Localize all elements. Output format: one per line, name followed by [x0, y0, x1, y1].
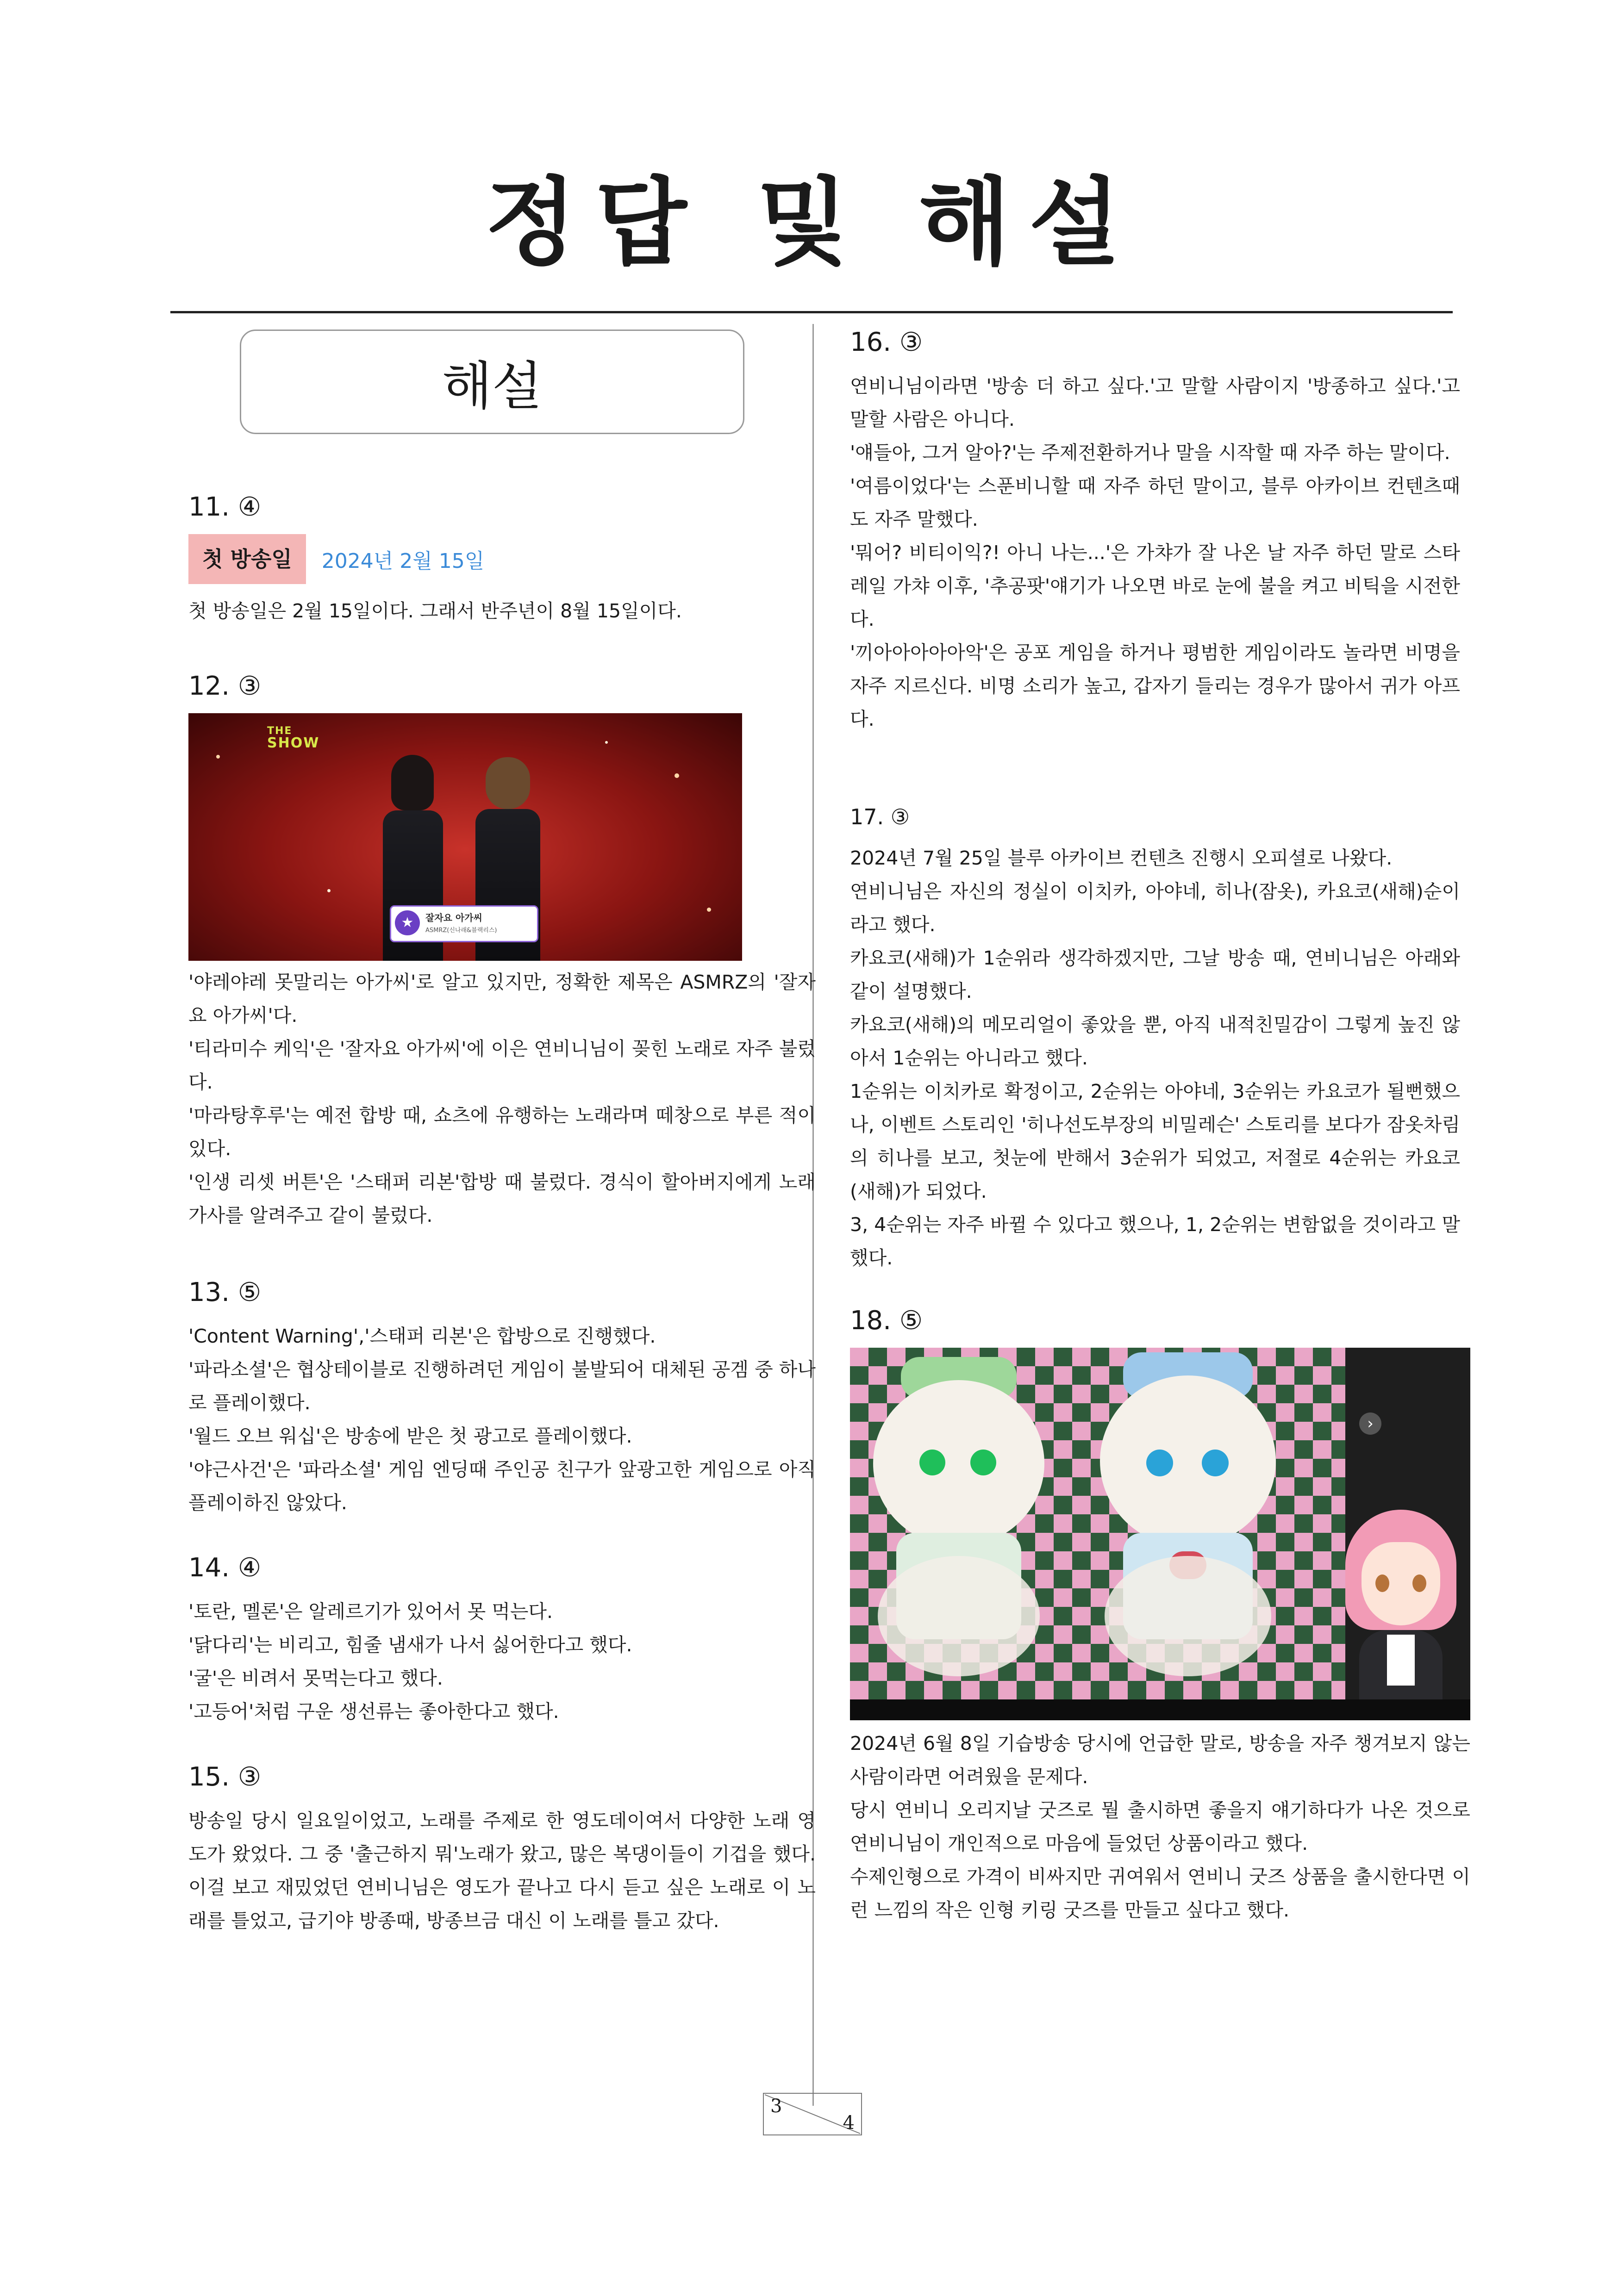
- question-number: 17. ③: [850, 804, 910, 829]
- answer-line: '고등어'처럼 구운 생선류는 좋아한다고 했다.: [188, 1700, 559, 1723]
- answer-line: '야레야레 못말리는 아가씨'로 알고 있지만, 정확한 제목은 ASMRZ의 '잘자요 아가씨'다.: [188, 971, 816, 1027]
- answer-line: 카요코(새해)가 1순위라 생각하겠지만, 그날 방송 때, 연비니님은 아래와 같이 설명했다.: [850, 947, 1460, 1002]
- answer-line: '뭐어? 비티이익?! 아니 나는...'은 가챠가 잘 나온 날 자주 하던 말로 스타레일 가챠 이후, '추공팟'얘기가 나오면 바로 눈에 불을 켜고 비틱을 시전한다.: [850, 541, 1460, 630]
- plush-doll-left: [868, 1357, 1049, 1699]
- question-11: [188, 494, 816, 628]
- answer-line: 3, 4순위는 자주 바뀔 수 있다고 했으나, 1, 2순위는 변함없을 것이라고 말했다.: [850, 1213, 1460, 1269]
- question-12: [188, 673, 816, 1232]
- answer-line: '야근사건'은 '파라소셜' 게임 엔딩때 주인공 친구가 앞광고한 게임으로 아직 플레이하진 않았다.: [188, 1458, 816, 1514]
- song-caption: [390, 905, 538, 942]
- plush-photo: [850, 1348, 1470, 1720]
- show-logo-top: THE: [267, 725, 293, 737]
- answer-line: '토란, 멜론'은 알레르기가 있어서 못 먹는다.: [188, 1600, 553, 1623]
- question-number: 14. ④: [188, 1553, 262, 1583]
- caption-subtitle: ASMRZ(신나래&블랙리스): [425, 927, 497, 934]
- answer-line: '인생 리셋 버튼'은 '스태퍼 리본'합방 때 불렀다. 경식이 할아버지에게 노래 가사를 알려주고 같이 불렀다.: [188, 1171, 816, 1226]
- answer-line: '얘들아, 그거 알아?'는 주제전환하거나 말을 시작할 때 자주 하는 말이다.: [850, 442, 1450, 464]
- question-16: [850, 327, 1460, 736]
- answer-line: 당시 연비니 오리지날 굿즈로 뭘 출시하면 좋을지 얘기하다가 나온 것으로 연비니님이 개인적으로 마음에 들었던 상품이라고 했다.: [850, 1799, 1470, 1854]
- answer-line: 연비니님이라면 '방송 더 하고 싶다.'고 말할 사람이지 '방종하고 싶다.'고 말할 사람은 아니다.: [850, 375, 1460, 430]
- question-number: 11. ④: [188, 492, 262, 522]
- stage-photo: [188, 713, 742, 961]
- answer-line: 'Content Warning','스태퍼 리본'은 합방으로 진행했다.: [188, 1325, 656, 1347]
- question-number: 18. ⑤: [850, 1306, 923, 1336]
- question-14: [188, 1555, 816, 1728]
- answer-line: 연비니님은 자신의 정실이 이치카, 아야네, 히나(잠옷), 카요코(새해)순이라고 했다.: [850, 880, 1460, 936]
- answer-line: 수제인형으로 가격이 비싸지만 귀여워서 연비니 굿즈 상품을 출시한다면 이런 느낌의 작은 인형 키링 굿즈를 만들고 싶다고 했다.: [850, 1866, 1470, 1921]
- question-18: [850, 1308, 1470, 1927]
- answer-line: '여름이었다'는 스푼비니할 때 자주 하던 말이고, 블루 아카이브 컨텐츠때도 자주 말했다.: [850, 475, 1460, 530]
- star-icon: ★: [395, 910, 420, 935]
- page-indicator: [763, 2093, 862, 2135]
- answer-line: '티라미수 케익'은 '잘자요 아가씨'에 이은 연비니님이 꽂힌 노래로 자주 불렀다.: [188, 1038, 816, 1093]
- answer-line: 첫 방송일은 2월 15일이다. 그래서 반주년이 8월 15일이다.: [188, 600, 682, 622]
- plush-doll-right: [1095, 1352, 1280, 1699]
- answer-line: 2024년 6월 8일 기습방송 당시에 언급한 말로, 방송을 자주 챙겨보지 않는 사람이라면 어려웠을 문제다.: [850, 1732, 1470, 1788]
- tag-label: 첫 방송일: [188, 534, 306, 584]
- title-divider: [170, 311, 1453, 313]
- answer-line: '굴'은 비려서 못먹는다고 했다.: [188, 1667, 443, 1689]
- answer-line: 방송일 당시 일요일이었고, 노래를 주제로 한 영도데이여서 다양한 노래 영도가 왔었다. 그 중 '출근하지 뭐'노래가 왔고, 많은 복댕이들이 기겁을 했다. 이걸 보고 재밌었던 연비니님은 영도가 끝나고 다시 듣고 싶은 노래로 이 노래를 틀었고, 급기야 방종때, 방종브금 대신 이 노래를 틀고 갔다.: [188, 1810, 816, 1932]
- section-badge: 해설: [240, 330, 744, 434]
- answer-line: '닭다리'는 비리고, 힘줄 냄새가 나서 싫어한다고 했다.: [188, 1634, 632, 1656]
- total-pages: 4: [843, 2112, 855, 2134]
- answer-line: 카요코(새해)의 메모리얼이 좋았을 뿐, 아직 내적친밀감이 그렇게 높진 않아서 1순위는 아니라고 했다.: [850, 1014, 1460, 1069]
- tag-value: 2024년 2월 15일: [321, 549, 485, 573]
- answer-line: 1순위는 이치카로 확정이고, 2순위는 아야네, 3순위는 카요코가 될뻔했으나, 이벤트 스토리인 '히나선도부장의 비밀레슨' 스토리를 보다가 잠옷차림의 히나를 보고, 첫눈에 반해서 3순위가 되었고, 저절로 4순위는 카요코(새해)가 되었다.: [850, 1080, 1460, 1202]
- vtuber-avatar: [1341, 1510, 1461, 1699]
- answer-line: 2024년 7월 25일 블루 아카이브 컨텐츠 진행시 오피셜로 나왔다.: [850, 847, 1393, 869]
- question-number: 16. ③: [850, 327, 923, 357]
- answer-line: '월드 오브 워십'은 방송에 받은 첫 광고로 플레이했다.: [188, 1425, 632, 1447]
- answer-line: '마라탕후루'는 예전 합방 때, 쇼츠에 유행하는 노래라며 떼창으로 부른 적이 있다.: [188, 1104, 816, 1160]
- page-title: 정답 및 해설: [485, 168, 1139, 278]
- show-logo-bottom: SHOW: [267, 735, 320, 751]
- question-15: [188, 1764, 816, 1937]
- caption-title: 잘자요 아가씨: [425, 912, 482, 923]
- answer-line: '끼아아아아아악'은 공포 게임을 하거나 평범한 게임이라도 놀라면 비명을 자주 지르신다. 비명 소리가 높고, 갑자기 들리는 경우가 많아서 귀가 아프다.: [850, 641, 1460, 730]
- chevron-right-icon[interactable]: ›: [1359, 1412, 1381, 1435]
- answer-line: '파라소셜'은 협상테이블로 진행하려던 게임이 불발되어 대체된 공겜 중 하나로 플레이했다.: [188, 1358, 816, 1414]
- question-17: [850, 806, 1460, 1275]
- question-number: 12. ③: [188, 671, 262, 701]
- question-number: 15. ③: [188, 1762, 262, 1792]
- question-number: 13. ⑤: [188, 1277, 262, 1307]
- question-13: [188, 1277, 816, 1519]
- current-page: 3: [770, 2096, 782, 2117]
